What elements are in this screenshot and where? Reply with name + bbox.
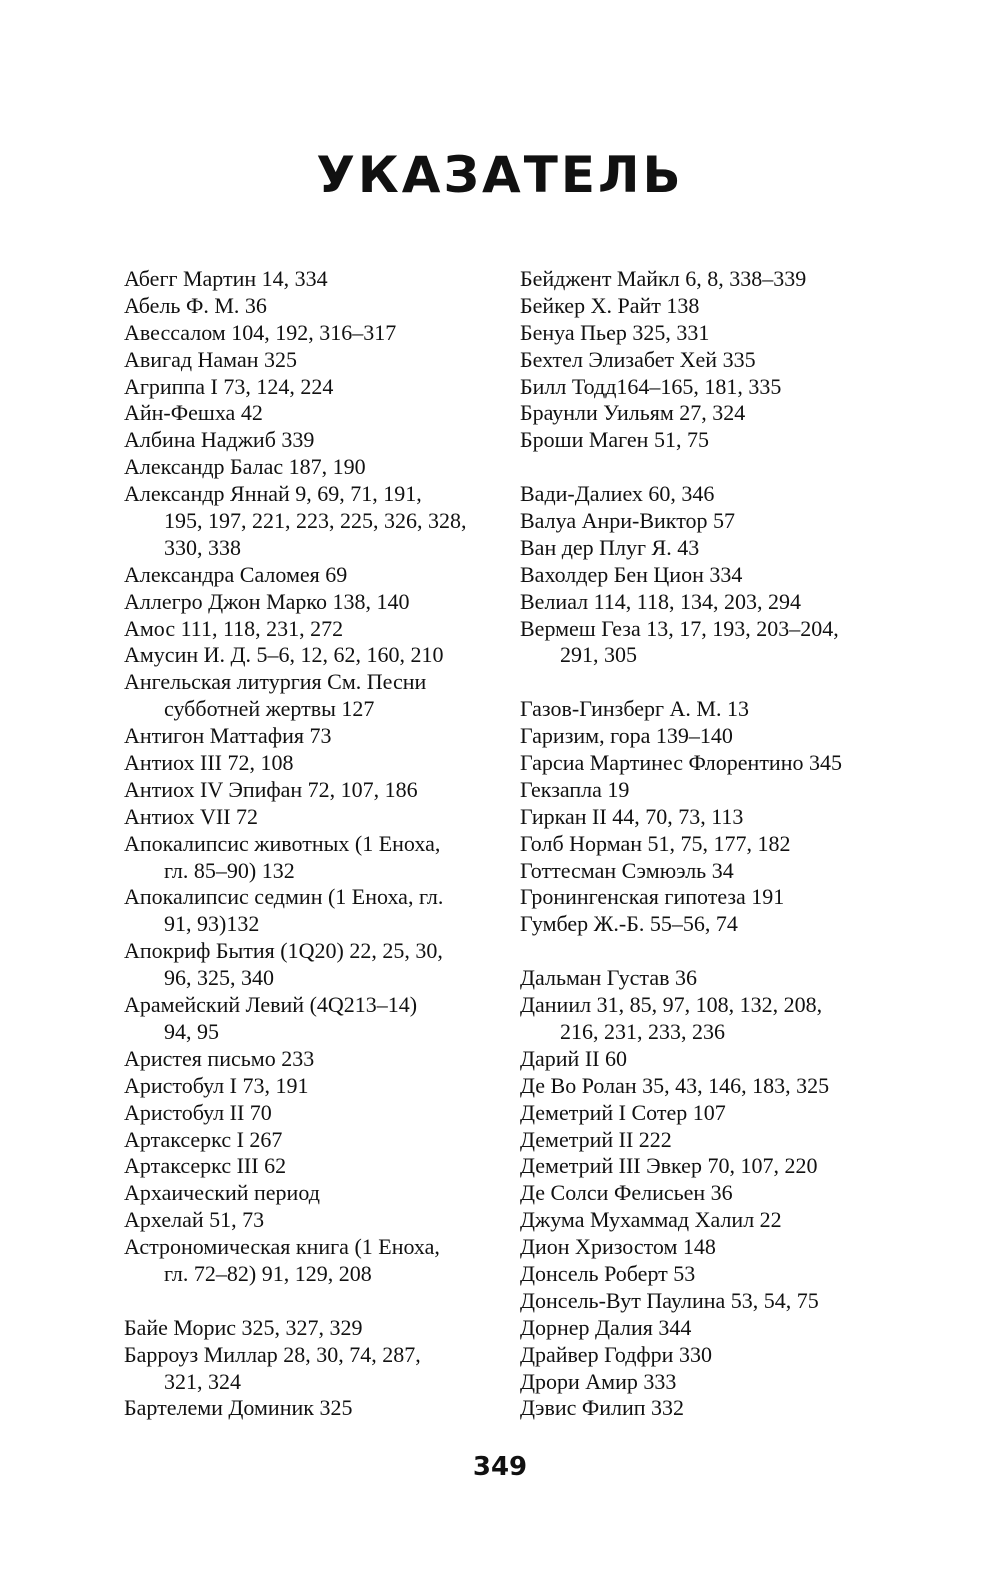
index-entry: Аристея письмо 233 xyxy=(124,1045,315,1071)
index-entry: Байе Морис 325, 327, 329 xyxy=(124,1314,363,1340)
index-entry: Дарий II 60 xyxy=(520,1045,627,1071)
section-gap xyxy=(124,1288,504,1315)
index-entry: Апокалипсис седмин (1 Еноха, гл. xyxy=(124,884,444,910)
index-entry: Де Солси Фелисьен 36 xyxy=(520,1180,733,1206)
index-entry-continuation: 195, 197, 221, 223, 225, 326, 328, xyxy=(164,508,467,534)
index-entry: Валуа Анри-Виктор 57 xyxy=(520,508,736,534)
index-entry: Абегг Мартин 14, 334 xyxy=(124,266,328,291)
index-entry: Вахолдер Бен Цион 334 xyxy=(520,561,743,587)
index-entry: Арамейский Левий (4Q213–14) xyxy=(124,992,418,1018)
index-entry-continuation: субботней жертвы 127 xyxy=(164,696,375,722)
index-entry-continuation: 330, 338 xyxy=(164,534,241,560)
index-entry-continuation: 91, 93)132 xyxy=(164,911,260,937)
index-entry: Готтесман Сэмюэль 34 xyxy=(520,857,734,883)
index-entry: Амусин И. Д. 5–6, 12, 62, 160, 210 xyxy=(124,642,444,668)
index-entry: Вади-Далиех 60, 346 xyxy=(520,481,715,507)
index-entry: Астрономическая книга (1 Еноха, xyxy=(124,1234,440,1260)
index-entry: Бейкер Х. Райт 138 xyxy=(520,292,700,318)
index-entry: Абель Ф. М. 36 xyxy=(124,292,267,318)
index-entry-continuation: гл. 72–82) 91, 129, 208 xyxy=(164,1260,372,1286)
index-entry: Браунли Уильям 27, 324 xyxy=(520,400,746,426)
page-number: 349 xyxy=(472,1452,528,1482)
index-column-left xyxy=(124,266,504,1422)
index-entry: Авессалом 104, 192, 316–317 xyxy=(124,319,397,345)
index-entry: Билл Тодд164–165, 181, 335 xyxy=(520,373,782,399)
index-entry: Аристобул II 70 xyxy=(124,1099,272,1125)
index-entry: Донсель Роберт 53 xyxy=(520,1260,696,1286)
index-entry: Дион Хризостом 148 xyxy=(520,1234,716,1260)
index-entry: Гиркан II 44, 70, 73, 113 xyxy=(520,803,744,829)
index-entry: Дэвис Филип 332 xyxy=(520,1395,685,1421)
index-entry: Агриппа I 73, 124, 224 xyxy=(124,373,334,399)
index-entry: Газов-Гинзберг А. М. 13 xyxy=(520,696,749,722)
index-entry: Дорнер Далия 344 xyxy=(520,1314,692,1340)
index-entry: Донсель-Вут Паулина 53, 54, 75 xyxy=(520,1287,819,1313)
index-entry: Велиал 114, 118, 134, 203, 294 xyxy=(520,588,801,614)
index-entry: Барроуз Миллар 28, 30, 74, 287, xyxy=(124,1341,421,1367)
section-gap xyxy=(520,669,920,696)
section-gap xyxy=(520,938,920,965)
index-entry: Антиох VII 72 xyxy=(124,803,259,829)
index-entry: Джума Мухаммад Халил 22 xyxy=(520,1207,782,1233)
index-entry: Александра Саломея 69 xyxy=(124,561,348,587)
index-entry: Антигон Маттафия 73 xyxy=(124,723,332,749)
index-entry: Гарсиа Мартинес Флорентино 345 xyxy=(520,750,842,776)
index-entry: Ангельская литургия См. Песни xyxy=(124,669,427,695)
index-entry: Аллегро Джон Марко 138, 140 xyxy=(124,588,410,614)
index-entry-continuation: 291, 305 xyxy=(560,642,637,668)
index-entry: Бехтел Элизабет Хей 335 xyxy=(520,346,756,372)
index-entry: Бейджент Майкл 6, 8, 338–339 xyxy=(520,266,807,291)
index-entry: Албина Наджиб 339 xyxy=(124,427,315,453)
index-entry: Апокриф Бытия (1Q20) 22, 25, 30, xyxy=(124,938,443,964)
index-entry: Александр Яннай 9, 69, 71, 191, xyxy=(124,481,422,507)
index-entry: Де Во Ролан 35, 43, 146, 183, 325 xyxy=(520,1072,830,1098)
index-entry: Бартелеми Доминик 325 xyxy=(124,1395,353,1421)
index-entry-continuation: 321, 324 xyxy=(164,1368,241,1394)
index-entry: Дальман Густав 36 xyxy=(520,965,697,991)
index-entry: Даниил 31, 85, 97, 108, 132, 208, xyxy=(520,992,823,1018)
index-entry: Апокалипсис животных (1 Еноха, xyxy=(124,830,441,856)
page-title: УКАЗАТЕЛЬ xyxy=(316,146,684,204)
index-entry-continuation: 96, 325, 340 xyxy=(164,965,274,991)
index-entry: Драйвер Годфри 330 xyxy=(520,1341,712,1367)
index-entry: Архаический период xyxy=(124,1180,320,1206)
index-entry: Броши Маген 51, 75 xyxy=(520,427,709,453)
index-entry: Вермеш Геза 13, 17, 193, 203–204, xyxy=(520,615,839,641)
index-entry: Бенуа Пьер 325, 331 xyxy=(520,319,710,345)
index-entry: Гронингенская гипотеза 191 xyxy=(520,884,785,910)
index-entry: Артаксеркс III 62 xyxy=(124,1153,287,1179)
index-entry: Авигад Наман 325 xyxy=(124,346,297,372)
index-entry-continuation: 94, 95 xyxy=(164,1018,219,1044)
index-entry: Дрори Амир 333 xyxy=(520,1368,677,1394)
index-entry: Гумбер Ж.-Б. 55–56, 74 xyxy=(520,911,738,937)
index-entry: Александр Балас 187, 190 xyxy=(124,454,366,480)
index-column-right xyxy=(520,266,920,1422)
index-entry-continuation: гл. 85–90) 132 xyxy=(164,857,295,883)
index-entry: Артаксеркс I 267 xyxy=(124,1126,283,1152)
index-entry: Деметрий III Эвкер 70, 107, 220 xyxy=(520,1153,818,1179)
index-entry: Ван дер Плуг Я. 43 xyxy=(520,534,700,560)
index-entry: Амос 111, 118, 231, 272 xyxy=(124,615,344,641)
index-entry: Голб Норман 51, 75, 177, 182 xyxy=(520,830,791,856)
index-entry-continuation: 216, 231, 233, 236 xyxy=(560,1018,725,1044)
index-entry: Деметрий II 222 xyxy=(520,1126,672,1152)
index-entry: Антиох III 72, 108 xyxy=(124,750,294,776)
index-entry: Антиох IV Эпифан 72, 107, 186 xyxy=(124,776,418,802)
section-gap xyxy=(520,454,920,481)
index-entry: Айн-Фешха 42 xyxy=(124,400,263,426)
index-entry: Аристобул I 73, 191 xyxy=(124,1072,309,1098)
index-entry: Гекзапла 19 xyxy=(520,776,630,802)
index-entry: Гаризим, гора 139–140 xyxy=(520,723,733,749)
index-entry: Деметрий I Сотер 107 xyxy=(520,1099,726,1125)
index-entry: Архелай 51, 73 xyxy=(124,1207,265,1233)
